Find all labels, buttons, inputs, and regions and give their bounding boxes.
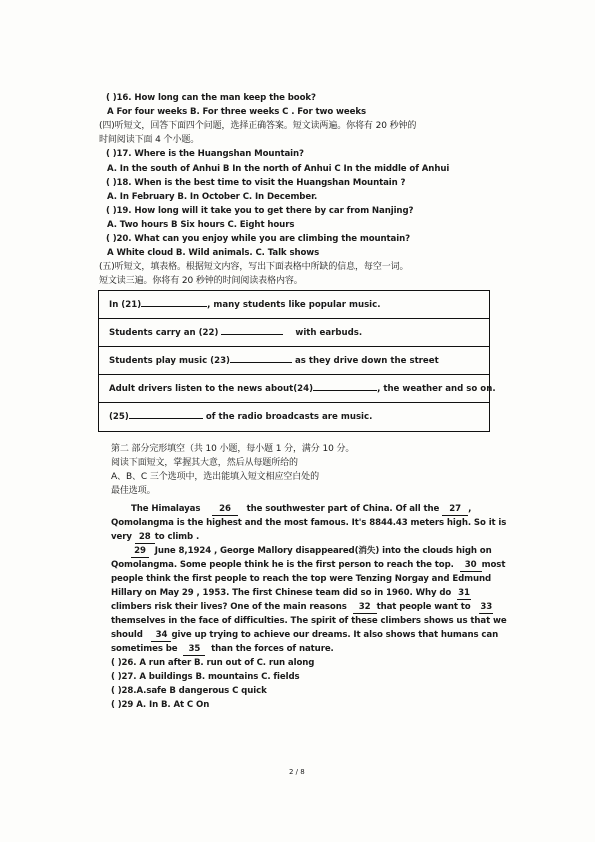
table-row [99,347,489,375]
blank-34: 34 [151,629,171,642]
table-row-24-text: , the weather and so on. [377,384,496,394]
passage-line-10: should 34 give up trying to achieve our dreams. It also shows that humans can [111,630,499,640]
table-row-25-label: (25) [109,412,129,422]
passage-line-5: Qomolangma. Some people think he is the first person to reach the top. 30 most [111,560,506,570]
passage-line-4: 29 June 8,1924 , George Mallory disappeared(消失) into the clouds high on [131,545,492,558]
question-18-options: A. In February B. In October C. In December. [107,192,318,202]
part-2-instructions-1: 阅读下面短文，掌握其大意，然后从每题所给的 [111,458,298,468]
question-20: ( )20. What can you enjoy while you are climbing the mountain? [106,234,411,244]
question-16: ( )16. How long can the man keep the book? [106,93,316,103]
part-2-title: 第二 部分完形填空（共 10 小题，每小题 1 分，满分 10 分。 [111,444,355,454]
table-row-21-text: , many students like popular music. [207,300,381,310]
table-row-22-label: Students carry an (22) [109,328,219,338]
table-row [99,403,489,431]
part-2-instructions-3: 最佳选项。 [111,486,156,496]
question-29: ( )29 A. In B. At C On [111,700,210,710]
table-row-23-label: Students play music (23) [109,356,230,366]
question-27: ( )27. A buildings B. mountains C. fields [111,672,300,682]
table-row [99,291,489,319]
passage-line-6: people think the first people to reach the top were Tenzing Norgay and Edmund [111,574,492,584]
answer-blank-22[interactable] [221,334,283,335]
question-18: ( )18. When is the best time to visit the Huangshan Mountain ? [106,178,406,188]
table-row [99,375,496,403]
question-17: ( )17. Where is the Huangshan Mountain? [106,149,304,159]
passage-line-3: very 28 to climb . [111,532,200,542]
passage-line-9: themselves in the face of difficulties. The spirit of these climbers shows us that we [111,616,507,626]
question-20-options: A White cloud B. Wild animals. C. Talk shows [107,248,320,258]
page-number: 2 / 8 [289,768,305,776]
section-4-instructions-cont: 时间阅读下面 4 个小题。 [99,135,200,145]
blank-32: 32 [353,601,377,614]
part-2-instructions-2: A、B、C 三个选项中，选出能填入短文相应空白处的 [111,472,319,482]
table-row-21-label: In (21) [109,300,142,310]
blank-35: 35 [183,643,205,656]
passage-line-1: The Himalayas 26 the southwester part of China. Of all the 27 , [131,504,472,514]
question-16-options: A For four weeks B. For three weeks C . For two weeks [107,107,366,117]
passage-line-11: sometimes be 35 than the forces of nature. [111,644,334,654]
table-row [99,319,489,347]
table-row-23-text: as they drive down the street [295,356,439,366]
table-row-24-label: Adult drivers listen to the news about(24) [109,384,314,394]
blank-30: 30 [460,559,482,572]
table-row-22-text: with earbuds. [295,328,363,338]
question-19: ( )19. How long will it take you to get there by car from Nanjing? [106,206,414,216]
question-28: ( )28.A.safe B dangerous C quick [111,686,267,696]
blank-31: 31 [458,588,470,598]
question-19-options: A. Two hours B Six hours C. Eight hours [107,220,295,230]
question-26: ( )26. A run after B. run out of C. run along [111,658,315,668]
blank-33: 33 [480,602,493,612]
passage-line-7: Hillary on May 29 , 1953. The first Chinese team did so in 1960. Why do 31 [111,588,470,598]
table-row-25-text: of the radio broadcasts are music. [205,412,373,422]
blank-28: 28 [135,531,155,544]
answer-blank-21[interactable] [141,306,207,307]
fill-in-table [98,290,496,432]
section-4-instructions: (四)听短文，回答下面四个问题，选择正确答案。短文读两遍。你将有 20 秒钟的 [99,121,417,131]
section-5-instructions-cont: 短文读三遍。你将有 20 秒钟的时间阅读表格内容。 [99,276,303,286]
blank-29: 29 [131,545,149,558]
passage-line-2: Qomolangma is the highest and the most famous. It's 8844.43 meters high. So it is [111,518,507,528]
blank-27: 27 [442,503,468,516]
answer-blank-25[interactable] [129,418,203,419]
answer-blank-23[interactable] [230,362,292,363]
blank-26: 26 [212,503,238,516]
passage-line-8: climbers risk their lives? One of the main reasons 32 that people want to 33 [111,602,493,612]
answer-blank-24[interactable] [313,390,377,391]
question-17-options: A. In the south of Anhui B In the north of Anhui C In the middle of Anhui [107,164,450,174]
section-5-instructions: (五)听短文，填表格。根据短文内容，写出下面表格中所缺的信息，每空一词。 [99,262,409,272]
